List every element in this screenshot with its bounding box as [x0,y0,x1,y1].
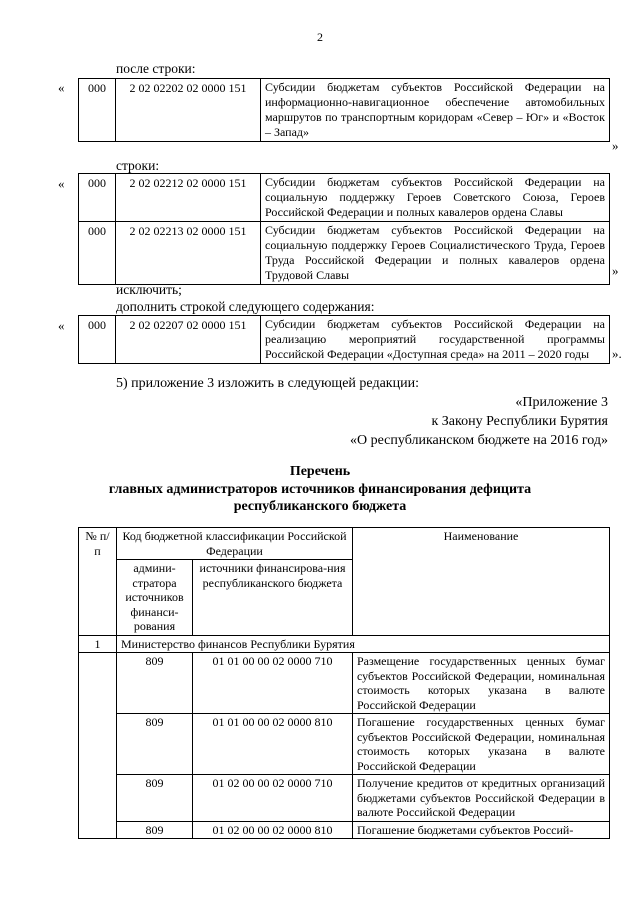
admin-code-cell: 809 [117,653,193,714]
budget-code-cell: 2 02 02212 02 0000 151 [116,174,261,222]
description-cell: Субсидии бюджетам субъектов Российской Федерации на реализацию мероприятий государственной программы Российской Федерации «Доступная среда» на 2011 – 2020 годы [261,316,610,364]
open-quote: « [58,318,65,333]
appendix-header [350,393,608,450]
description-cell: Субсидии бюджетам субъектов Российской Федерации на социальную поддержку Героев Социалистического Труда, Героев Труда Российской Федерации и полных кавалеров ордена Трудовой Славы [261,222,610,285]
page-number: 2 [317,30,323,44]
name-cell: Размещение государственных ценных бумаг субъектов Российской Федерации, номинальная стоимость которых указана в валюте Российской Федерации [353,653,610,714]
section1-table [78,78,610,142]
close-quote: ». [612,346,622,361]
admin-code-cell: 000 [79,174,116,222]
table-row [79,316,610,364]
item-5-text: 5) приложение 3 изложить в следующей редакции: [116,376,419,391]
section2-table [78,173,610,285]
table-row [79,79,610,142]
empty-num-cell [79,653,117,839]
group-num: 1 [79,635,117,653]
open-quote: « [58,176,65,191]
section1-intro: после строки: [116,61,196,76]
open-quote: « [58,80,65,95]
close-quote: » [612,138,619,153]
admin-code-cell: 000 [79,316,116,364]
header-num: № п/п [79,528,117,636]
document-title [0,463,640,516]
header-admin: админи-стратора источников финанси-рования [117,560,193,636]
close-quote: » [612,263,619,278]
table-row [79,775,610,822]
source-code-cell: 01 01 00 00 02 0000 810 [193,714,353,775]
group-row [79,635,610,653]
source-code-cell: 01 02 00 00 02 0000 810 [193,821,353,839]
source-code-cell: 01 02 00 00 02 0000 710 [193,775,353,822]
add-text: дополнить строкой следующего содержания: [116,299,375,314]
admin-code-cell: 809 [117,821,193,839]
admin-code-cell: 000 [79,79,116,142]
header-source: источники финансирова-ния республиканского бюджета [193,560,353,636]
name-cell: Погашение бюджетами субъектов Россий- [353,821,610,839]
section2-intro: строки: [116,158,160,173]
table-row [79,174,610,222]
admin-code-cell: 000 [79,222,116,285]
administrators-table [78,527,610,839]
group-name: Министерство финансов Республики Бурятия [117,635,610,653]
name-cell: Получение кредитов от кредитных организаций бюджетами субъектов Российской Федерации в валюте Российской Федерации [353,775,610,822]
title-line-1: Перечень [289,464,351,479]
admin-code-cell: 809 [117,714,193,775]
header-row [79,528,610,560]
title-line-2: главных администраторов источников финансирования дефицита [108,481,532,497]
budget-code-cell: 2 02 02202 02 0000 151 [116,79,261,142]
table-row [79,821,610,839]
table-row [79,714,610,775]
title-line-3: республиканского бюджета [233,499,407,514]
budget-code-cell: 2 02 02207 02 0000 151 [116,316,261,364]
appendix-line-2: к Закону Республики Бурятия [431,414,608,429]
description-cell: Субсидии бюджетам субъектов Российской Федерации на информационно-навигационное обеспечение автомобильных маршрутов по транспортным коридорам «Север – Юг» и «Восток – Запад» [261,79,610,142]
table-row [79,653,610,714]
appendix-line-3: «О республиканском бюджете на 2016 год» [350,433,608,448]
source-code-cell: 01 01 00 00 02 0000 710 [193,653,353,714]
header-code-group: Код бюджетной классификации Российской Федерации [117,528,353,560]
name-cell: Погашение государственных ценных бумаг субъектов Российской Федерации, номинальная стоимость которых указана в валюте Российской Федерации [353,714,610,775]
appendix-line-1: «Приложение 3 [515,395,608,410]
header-name: Наименование [353,528,610,636]
section3-table [78,315,610,364]
exclude-text: исключить; [116,282,182,297]
table-row [79,222,610,285]
budget-code-cell: 2 02 02213 02 0000 151 [116,222,261,285]
description-cell: Субсидии бюджетам субъектов Российской Федерации на социальную поддержку Героев Советского Союза, Героев Российской Федерации и полных кавалеров ордена Славы [261,174,610,222]
admin-code-cell: 809 [117,775,193,822]
